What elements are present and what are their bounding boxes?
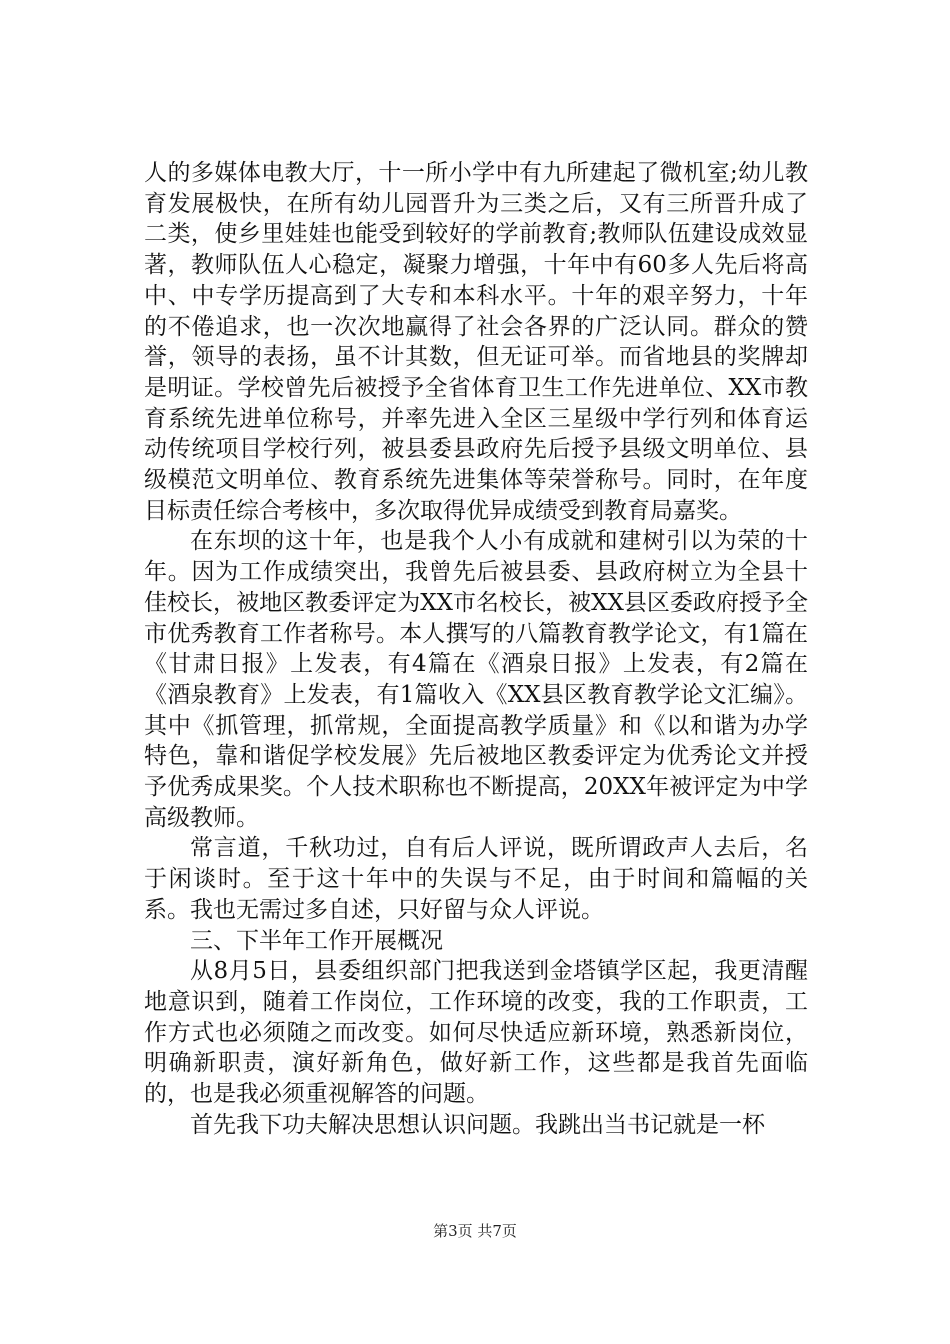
- page-number-footer: 第3页 共7页: [433, 1222, 517, 1240]
- document-body: [144, 158, 808, 1141]
- paragraph-personal-achievements: 在东坝的这十年，也是我个人小有成就和建树引以为荣的十年。因为工作成绩突出，我曾先后被县委、县政府树立为全县十佳校长，被地区教委评定为XX市名校长，被XX县区委政府授予全市优秀教育工作者称号。本人撰写的八篇教育教学论文，有1篇在《甘肃日报》上发表，有4篇在《酒泉日报》上发表，有2篇在《酒泉教育》上发表，有1篇收入《XX县区教育教学论文汇编》。其中《抓管理，抓常规，全面提高教学质量》和《以和谐为办学特色，靠和谐促学校发展》先后被地区教委评定为优秀论文并授予优秀成果奖。个人技术职称也不断提高，20XX年被评定为中学高级教师。: [144, 528, 808, 831]
- paragraph-first-step: 首先我下功夫解决思想认识问题。我跳出当书记就是一杯: [190, 1111, 765, 1138]
- paragraph-achievements-continued: 人的多媒体电教大厅，十一所小学中有九所建起了微机室;幼儿教育发展极快，在所有幼儿园晋升为三类之后，又有三所晋升成了二类，使乡里娃娃也能受到较好的学前教育;教师队伍建设成效显著，教师队伍人心稳定，凝聚力增强，十年中有60多人先后将高中、中专学历提高到了大专和本科水平。十年的艰辛努力，十年的不倦追求，也一次次地赢得了社会各界的广泛认同。群众的赞誉，领导的表扬，虽不计其数，但无证可举。而省地县的奖牌却是明证。学校曾先后被授予全省体育卫生工作先进单位、XX市教育系统先进单位称号，并率先进入全区三星级中学行列和体育运动传统项目学校行列，被县委县政府先后授予县级文明单位、县级模范文明单位、教育系统先进集体等荣誉称号。同时，在年度目标责任综合考核中，多次取得优异成绩受到教育局嘉奖。: [144, 160, 808, 524]
- paragraph-self-assessment: 常言道，千秋功过，自有后人评说，既所谓政声人去后，名于闲谈时。至于这十年中的失误与不足，由于时间和篇幅的关系。我也无需过多自述，只好留与众人评说。: [144, 835, 808, 923]
- section-heading: 三、下半年工作开展概况: [190, 927, 443, 954]
- paragraph-new-position: 从8月5日，县委组织部门把我送到金塔镇学区起，我更清醒地意识到，随着工作岗位，工作环境的改变，我的工作职责，工作方式也必须随之而改变。如何尽快适应新环境，熟悉新岗位，明确新职责，演好新角色，做好新工作，这些都是我首先面临的，也是我必须重视解答的问题。: [144, 958, 808, 1108]
